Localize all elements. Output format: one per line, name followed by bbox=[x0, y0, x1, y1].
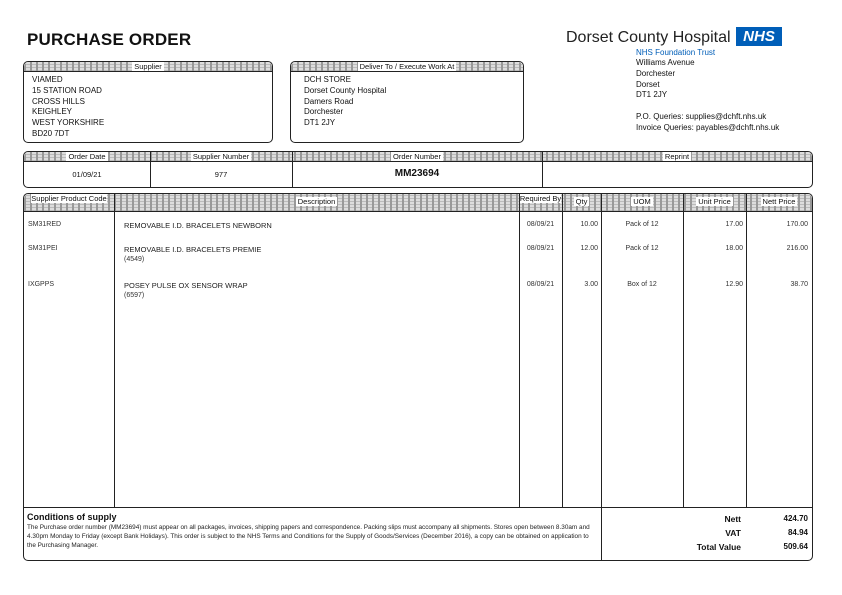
header-qty: Qty bbox=[575, 197, 588, 206]
order-number: MM23694 bbox=[394, 168, 440, 179]
deliver-line: DT1 2JY bbox=[304, 118, 336, 128]
row-uom: Pack of 12 bbox=[625, 245, 659, 252]
row-ref: (6597) bbox=[124, 292, 145, 299]
supplier-line: WEST YORKSHIRE bbox=[32, 118, 105, 128]
row-qty: 10.00 bbox=[580, 221, 598, 228]
header-description: Description bbox=[297, 197, 336, 206]
header-uom: UOM bbox=[633, 197, 651, 206]
row-uom: Box of 12 bbox=[627, 281, 657, 288]
row-required: 08/09/21 bbox=[526, 245, 555, 252]
row-nett: 38.70 bbox=[790, 281, 808, 288]
row-description: REMOVABLE I.D. BRACELETS PREMIE bbox=[124, 245, 262, 254]
supplier-address bbox=[32, 75, 104, 140]
row-unit-price: 12.90 bbox=[725, 281, 743, 288]
row-required: 08/09/21 bbox=[526, 281, 555, 288]
header-unit-price: Unit Price bbox=[698, 197, 731, 206]
row-required: 08/09/21 bbox=[526, 221, 555, 228]
supplier-label: Supplier bbox=[134, 62, 162, 71]
row-ref: (4549) bbox=[124, 256, 145, 263]
hospital-address-line: Williams Avenue bbox=[636, 58, 695, 67]
nett-total: 424.70 bbox=[783, 514, 808, 523]
deliver-line: DCH STORE bbox=[304, 75, 351, 84]
line-items-table bbox=[23, 193, 813, 561]
row-code: SM31RED bbox=[28, 221, 62, 228]
total-value-label: Total Value bbox=[696, 542, 741, 552]
order-info-box bbox=[23, 151, 813, 188]
po-queries: P.O. Queries: supplies@dchft.nhs.uk bbox=[636, 112, 767, 121]
row-unit-price: 17.00 bbox=[725, 221, 743, 228]
header-required: Required By bbox=[519, 194, 562, 203]
supplier-line: BD20 7DT bbox=[32, 128, 70, 138]
total-value: 509.64 bbox=[783, 542, 808, 551]
deliver-line: Dorset County Hospital bbox=[304, 85, 387, 95]
nett-label: Nett bbox=[724, 514, 741, 524]
row-unit-price: 18.00 bbox=[725, 245, 743, 252]
row-nett: 170.00 bbox=[786, 221, 808, 228]
row-description: REMOVABLE I.D. BRACELETS NEWBORN bbox=[124, 221, 272, 230]
supplier-number-label: Supplier Number bbox=[192, 152, 250, 161]
row-code: IXGPPS bbox=[28, 281, 55, 288]
invoice-queries: Invoice Queries: payables@dchft.nhs.uk bbox=[636, 122, 780, 132]
supplier-line: 15 STATION ROAD bbox=[32, 85, 102, 95]
hospital-address-line: DT1 2JY bbox=[636, 90, 668, 100]
footer-divider bbox=[24, 507, 812, 508]
hospital-address bbox=[636, 58, 695, 101]
nhs-logo: NHS bbox=[736, 27, 782, 46]
supplier-number: 977 bbox=[214, 170, 228, 179]
hospital-name: Dorset County Hospital bbox=[566, 29, 731, 46]
supplier-box bbox=[23, 61, 273, 143]
vat-total: 84.94 bbox=[787, 528, 808, 537]
supplier-line: CROSS HILLS bbox=[32, 96, 85, 106]
row-qty: 12.00 bbox=[580, 245, 598, 252]
vat-label: VAT bbox=[725, 528, 741, 538]
deliver-address bbox=[304, 75, 386, 129]
row-nett: 216.00 bbox=[786, 245, 808, 252]
document-title: PURCHASE ORDER bbox=[27, 30, 192, 49]
header-code: Supplier Product Code bbox=[31, 194, 107, 203]
supplier-line: KEIGHLEY bbox=[32, 107, 73, 117]
order-number-label: Order Number bbox=[393, 152, 441, 161]
row-uom: Pack of 12 bbox=[625, 221, 659, 228]
supplier-line: VIAMED bbox=[32, 75, 63, 84]
row-description: POSEY PULSE OX SENSOR WRAP bbox=[124, 281, 248, 290]
hospital-address-line: Dorset bbox=[636, 79, 660, 89]
conditions-title: Conditions of supply bbox=[27, 512, 117, 522]
hospital-address-line: Dorchester bbox=[636, 68, 676, 78]
order-date-label: Order Date bbox=[68, 152, 106, 161]
deliver-box bbox=[290, 61, 524, 143]
deliver-line: Dorchester bbox=[304, 107, 344, 117]
deliver-label: Deliver To / Execute Work At bbox=[359, 62, 455, 71]
header-nett-price: Nett Price bbox=[762, 197, 796, 206]
row-qty: 3.00 bbox=[584, 281, 598, 288]
deliver-line: Damers Road bbox=[304, 96, 354, 106]
order-date: 01/09/21 bbox=[72, 170, 102, 179]
row-code: SM31PEI bbox=[28, 245, 58, 252]
reprint-label: Reprint bbox=[664, 152, 690, 161]
conditions-text: The Purchase order number (MM23694) must appear on all packages, invoices, shipping papers and correspondence. Packing slips must accompany all shipments. Stores open between 8.30am and 4.30pm Monday to Friday (except Bank Holidays). This order is subject to the NHS Terms and Conditions for the Supply of Goods/Services (December 2016), a copy can be obtained on application to the Purchasing Manager. bbox=[27, 524, 590, 549]
trust-name: NHS Foundation Trust bbox=[636, 48, 716, 57]
queries-block bbox=[636, 112, 779, 134]
